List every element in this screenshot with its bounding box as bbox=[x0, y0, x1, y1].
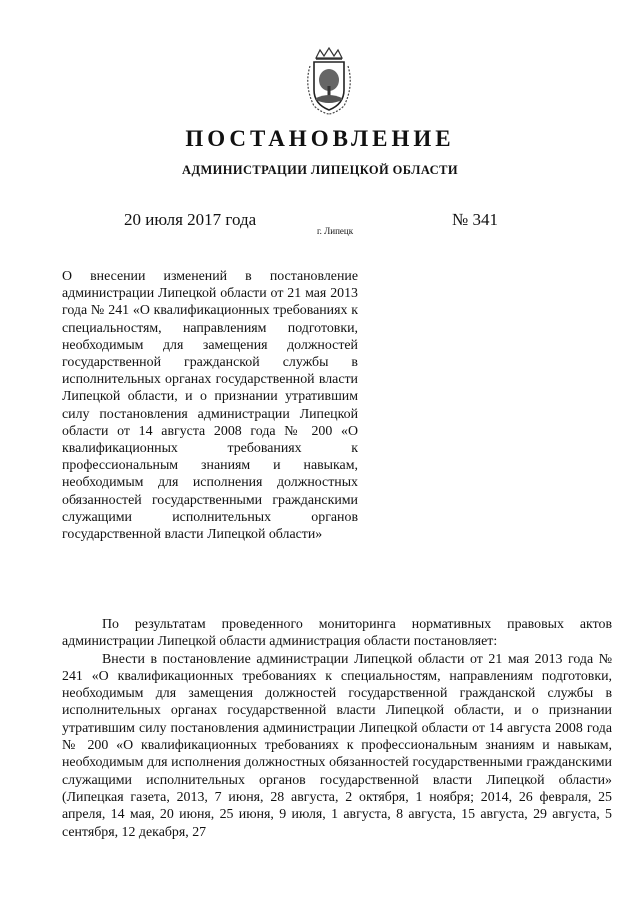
document-title: ПОСТАНОВЛЕНИЕ bbox=[185, 126, 455, 151]
body-paragraph-2: Внести в постановление администрации Липецкой области от 21 мая 2013 года № 241 «О квалификационных требованиях к специальностям, направлениям подготовки, необходимым для замещения должностей государственной гражданской службы в исполнительных органах государственной власти Липецкой области, и о признании утратившим силу постановления администрации Липецкой области от 14 августа 2008 года № 200 «О квалификационных требованиях к профессиональным знаниям и навыкам, необходимым для исполнения должностных обязанностей государственными гражданскими служащими исполнительных органов государственной власти Липецкой области» (Липецкая газета, 2013, 7 июня, 28 августа, 2 октября, 1 ноября; 2014, 26 февраля, 25 апреля, 14 мая, 20 июня, 25 июня, 9 июля, 1 августа, 8 августа, 15 августа, 29 августа, 5 сентября, 12 декабря, 27 bbox=[62, 651, 612, 840]
document-abstract: О внесении изменений в постановление администрации Липецкой области от 21 мая 2013 года № 241 «О квалификационных требованиях к специальностям, направлениям подготовки, необходимым для замещения должностей государственной гражданской службы в исполнительных органах государственной власти Липецкой области, и о признании утратившим силу постановления администрации Липецкой области от 14 августа 2008 года № 200 «О квалификационных требованиях к профессиональным знаниям и навыкам, необходимым для исполнения должностных обязанностей государственными гражданскими служащими исполнительных органов государственной власти Липецкой области» bbox=[62, 269, 358, 543]
document-body bbox=[62, 616, 612, 841]
coat-of-arms-icon bbox=[300, 46, 358, 116]
document-date: 20 июля 2017 года bbox=[124, 210, 257, 229]
document-city: г. Липецк bbox=[317, 226, 354, 236]
body-paragraph-1: По результатам проведенного мониторинга нормативных правовых актов администрации Липецкой области администрация области постановляет: bbox=[62, 617, 612, 650]
document-number: № 341 bbox=[452, 210, 498, 229]
issuing-authority: АДМИНИСТРАЦИИ ЛИПЕЦКОЙ ОБЛАСТИ bbox=[182, 163, 458, 177]
